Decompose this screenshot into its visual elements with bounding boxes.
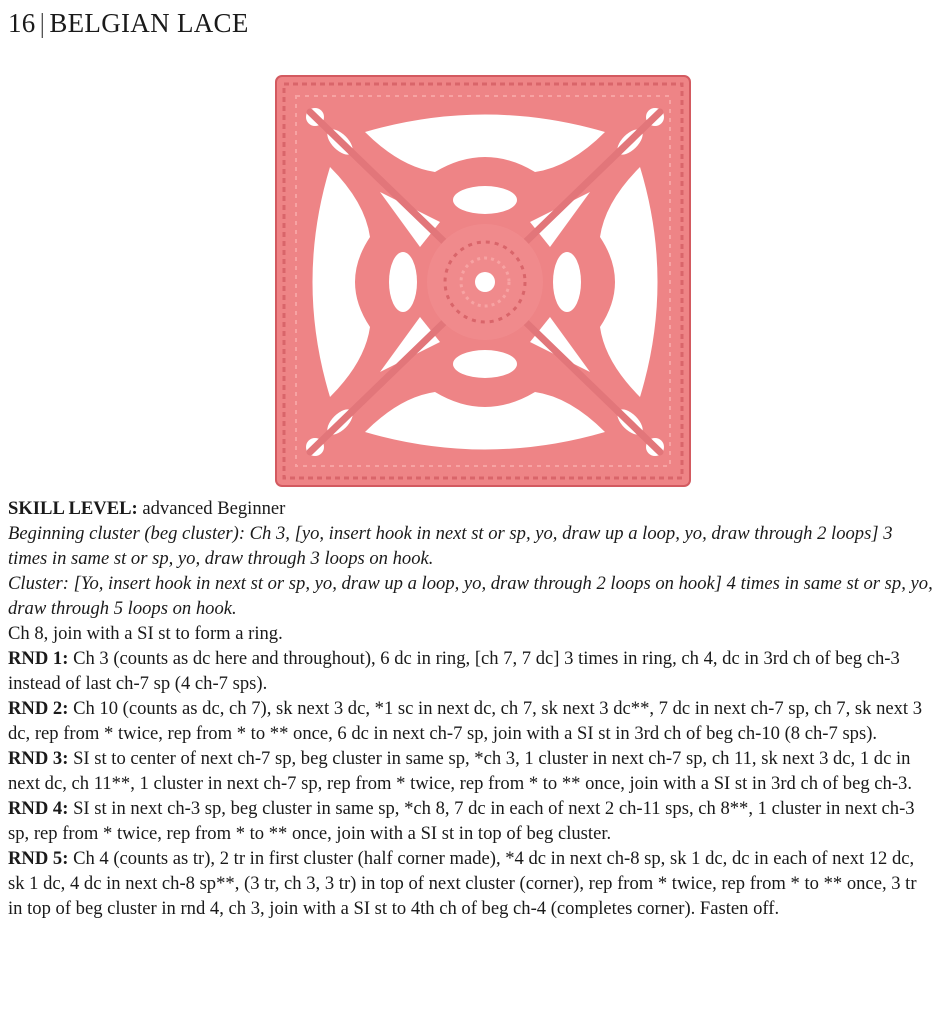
- beg-cluster-definition: Beginning cluster (beg cluster): Ch 3, [yo, insert hook in next st or sp, yo, draw up a loop, yo, draw through 2 loops] 3 times in same st or sp, yo, draw through 3 loops on hook.: [8, 523, 893, 569]
- title-separator: |: [39, 8, 46, 38]
- round-label: RND 4:: [8, 798, 69, 819]
- round-3: [8, 746, 933, 796]
- round-label: RND 3:: [8, 748, 69, 769]
- round-4: [8, 796, 933, 846]
- round-5: [8, 846, 933, 921]
- starting-chain: Ch 8, join with a SI st to form a ring.: [8, 623, 283, 644]
- round-label: RND 5:: [8, 848, 69, 869]
- round-text: Ch 4 (counts as tr), 2 tr in first cluster (half corner made), *4 dc in next ch-8 sp, sk 1 dc, dc in each of next 12 dc, sk 1 dc, 4 dc in next ch-8 sp**, (3 tr, ch 3, 3 tr) in top of next cluster (corner), rep from * twice, rep from * to ** once, 3 tr in top of beg cluster in rnd 4, ch 3, join with a SI st to 4th ch of beg ch-4 (completes corner). Fasten off.: [8, 848, 917, 919]
- round-label: RND 2:: [8, 698, 69, 719]
- round-text: SI st to center of next ch-7 sp, beg cluster in same sp, *ch 3, 1 cluster in next ch-7 sp, ch 11, sk next 3 dc, 1 dc in next dc, ch 11**, 1 cluster in next ch-7 sp, rep from * twice, rep from * to ** once, join with a SI st in 3rd ch of beg ch-3.: [8, 748, 912, 794]
- round-text: SI st in next ch-3 sp, beg cluster in same sp, *ch 8, 7 dc in each of next 2 ch-11 sps, ch 8**, 1 cluster in next ch-3 sp, rep from * twice, rep from * to ** once, join with a SI st in top of beg cluster.: [8, 798, 915, 844]
- pattern-number: 16: [8, 8, 36, 38]
- round-label: RND 1:: [8, 648, 69, 669]
- pattern-name: BELGIAN LACE: [49, 8, 249, 38]
- round-1: [8, 646, 933, 696]
- page-title: [8, 8, 249, 39]
- round-text: Ch 3 (counts as dc here and throughout), 6 dc in ring, [ch 7, 7 dc] 3 times in ring, ch 4, dc in 3rd ch of beg ch-3 instead of last ch-7 sp (4 ch-7 sps).: [8, 648, 900, 694]
- skill-level: [8, 496, 933, 521]
- skill-level-value: advanced Beginner: [142, 498, 286, 519]
- cluster-definition: Cluster: [Yo, insert hook in next st or sp, yo, draw up a loop, yo, draw through 2 loops on hook] 4 times in same st or sp, yo, draw through 5 loops on hook.: [8, 573, 933, 619]
- pattern-instructions: [8, 496, 933, 921]
- round-2: [8, 696, 933, 746]
- round-text: Ch 10 (counts as dc, ch 7), sk next 3 dc, *1 sc in next dc, ch 7, sk next 3 dc**, 7 dc in next ch-7 sp, ch 7, sk next 3 dc, rep from * twice, rep from * to ** once, 6 dc in next ch-7 sp, join with a SI st in 3rd ch of beg ch-10 (8 ch-7 sps).: [8, 698, 923, 744]
- crochet-square-photo: [270, 72, 700, 492]
- skill-level-label: SKILL LEVEL:: [8, 498, 138, 519]
